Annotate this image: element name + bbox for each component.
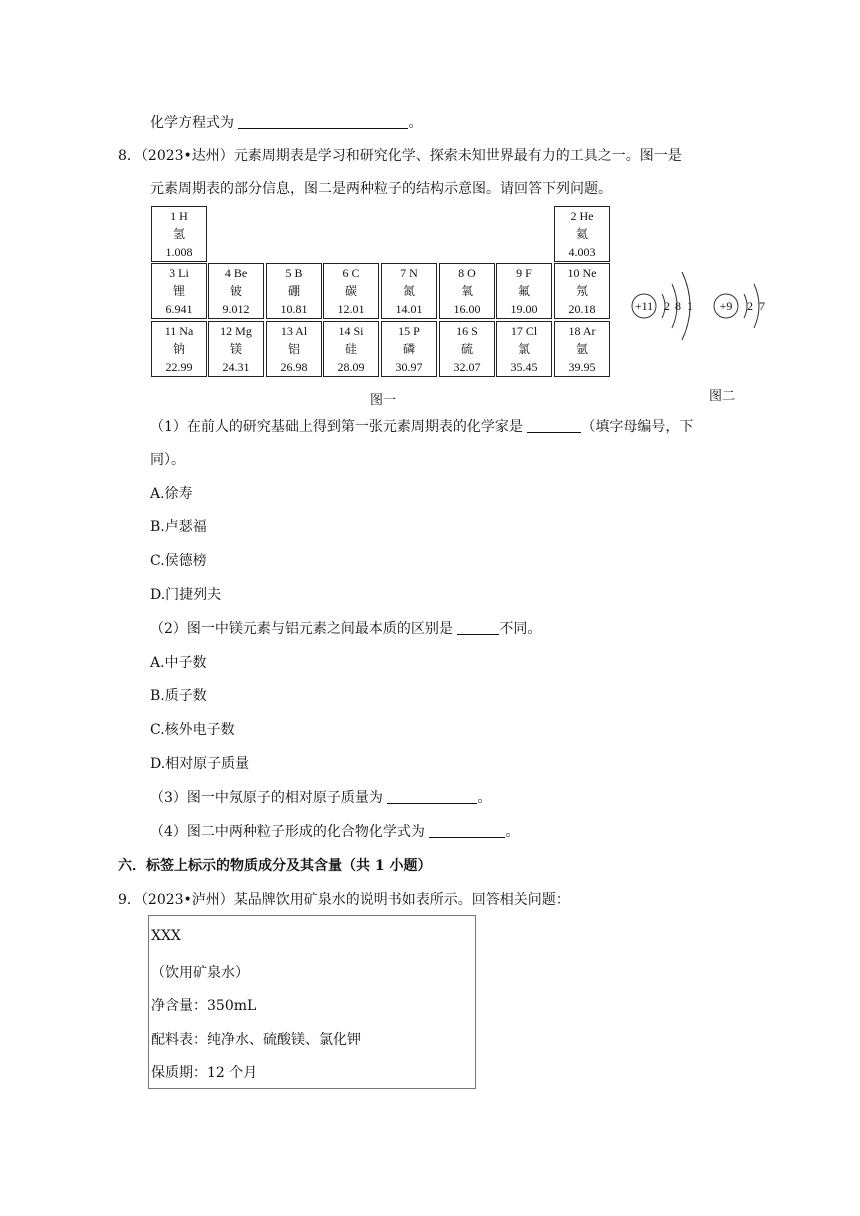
answer-blank[interactable] <box>238 114 408 129</box>
element-cell-f: 9 F 氟 19.00 <box>496 263 552 319</box>
option-b[interactable]: B.卢瑟福 <box>150 519 207 535</box>
element-cell-h: 1 H 氢 1.008 <box>151 206 207 262</box>
q8-sub4-line: （4）图二中两种粒子形成的化合物化学式为 。 <box>150 824 520 840</box>
answer-blank[interactable] <box>429 823 505 838</box>
option-a[interactable]: A.徐寿 <box>150 486 193 502</box>
q8-sub1-line1: （1）在前人的研究基础上得到第一张元素周期表的化学家是 （填字母编号，下 <box>150 419 694 435</box>
element-cell-li: 3 Li 锂 6.941 <box>151 263 207 319</box>
shell-electrons: 2 <box>664 299 670 313</box>
element-cell-c: 6 C 碳 12.01 <box>323 263 379 319</box>
element-cell-cl: 17 Cl 氯 35.45 <box>496 321 552 377</box>
option-c[interactable]: C.核外电子数 <box>150 722 235 738</box>
element-cell-p: 15 P 磷 30.97 <box>381 321 437 377</box>
q8-stem-line1: 8．（2023•达州）元素周期表是学习和研究化学、探索未知世界最有力的工具之一。图一是 <box>118 148 682 164</box>
q8-sub1-line2: 同）。 <box>150 452 185 468</box>
fluorine-atom-structure <box>714 284 765 328</box>
element-cell-s: 16 S 硫 32.07 <box>439 321 495 377</box>
q8-sub3-line: （3）图一中氖原子的相对原子质量为 。 <box>150 790 492 806</box>
atom-structure-diagram <box>626 262 776 348</box>
nucleus-charge-2: +9 <box>719 299 733 313</box>
label-volume: 净含量：350mL <box>151 998 257 1014</box>
label-brand: XXX <box>151 928 181 944</box>
element-cell-he: 2 He 氦 4.003 <box>554 206 610 262</box>
product-label-box <box>148 915 476 1089</box>
shell-electrons: 7 <box>759 299 765 313</box>
element-cell-be: 4 Be 铍 9.012 <box>208 263 264 319</box>
option-d[interactable]: D.相对原子质量 <box>150 756 250 772</box>
element-cell-ar: 18 Ar 氩 39.95 <box>554 321 610 377</box>
q8-sub2-line: （2）图一中镁元素与铝元素之间最本质的区别是 不同。 <box>150 621 542 637</box>
q8-stem-line2: 元素周期表的部分信息，图二是两种粒子的结构示意图。请回答下列问题。 <box>150 181 612 197</box>
prev-question-tail: 化学方程式为 。 <box>150 115 423 131</box>
element-cell-o: 8 O 氧 16.00 <box>439 263 495 319</box>
figure1-caption: 图一 <box>370 393 397 408</box>
option-c[interactable]: C.侯德榜 <box>150 553 207 569</box>
label-type: （饮用矿泉水） <box>151 965 249 981</box>
option-b[interactable]: B.质子数 <box>150 688 207 704</box>
element-cell-n: 7 N 氮 14.01 <box>381 263 437 319</box>
answer-blank[interactable] <box>387 789 477 804</box>
shell-electrons: 8 <box>675 299 681 313</box>
q9-stem: 9．（2023•泸州）某品牌饮用矿泉水的说明书如表所示。回答相关问题： <box>118 892 570 908</box>
sodium-ion-structure <box>632 272 693 340</box>
option-a[interactable]: A.中子数 <box>150 655 207 671</box>
section-heading: 六．标签上标示的物质成分及其含量（共 1 小题） <box>118 858 432 874</box>
label-shelf-life: 保质期：12 个月 <box>151 1065 258 1081</box>
figure2-caption: 图二 <box>709 389 736 404</box>
element-cell-ne: 10 Ne 氖 20.18 <box>554 263 610 319</box>
nucleus-charge-1: +11 <box>634 299 654 313</box>
answer-blank[interactable] <box>457 620 499 635</box>
element-cell-b: 5 B 硼 10.81 <box>266 263 322 319</box>
option-d[interactable]: D.门捷列夫 <box>150 587 222 603</box>
periodic-table <box>151 206 612 380</box>
element-cell-si: 14 Si 硅 28.09 <box>323 321 379 377</box>
element-cell-al: 13 Al 铝 26.98 <box>266 321 322 377</box>
element-cell-na: 11 Na 钠 22.99 <box>151 321 207 377</box>
shell-electrons: 1 <box>687 299 693 313</box>
shell-electrons: 2 <box>747 299 753 313</box>
answer-blank[interactable] <box>527 418 581 433</box>
label-ingredients: 配料表：纯净水、硫酸镁、氯化钾 <box>151 1032 361 1048</box>
element-cell-mg: 12 Mg 镁 24.31 <box>208 321 264 377</box>
